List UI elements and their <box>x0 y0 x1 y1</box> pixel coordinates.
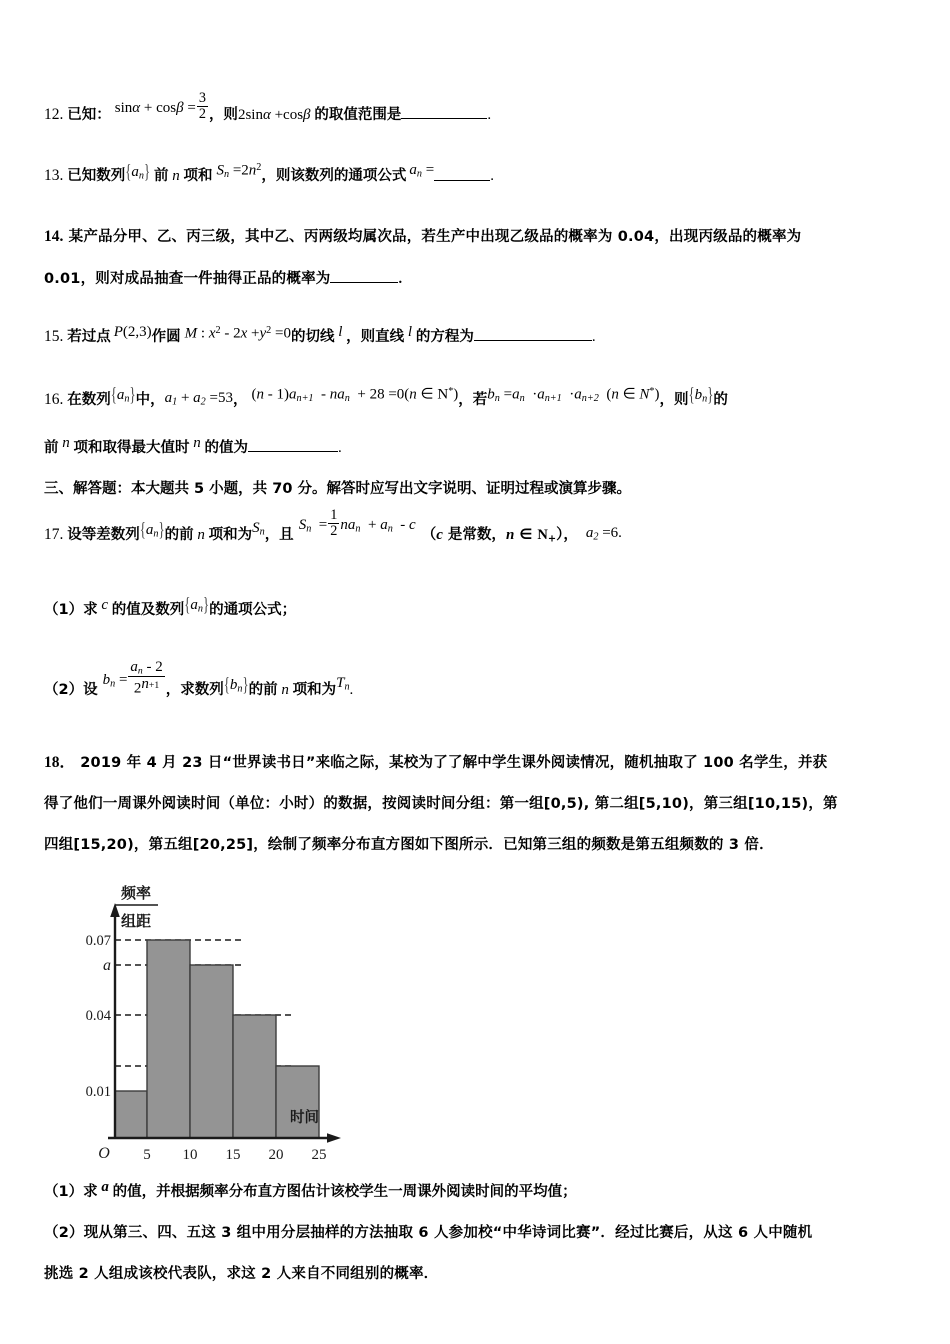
question-17-part-2-text-3: 的前 <box>248 682 278 699</box>
question-13-mid-1: 前 <box>153 168 169 185</box>
x-tick-label-10: 10 <box>182 1146 198 1163</box>
question-15-mid-3: ，则直线 <box>346 328 405 345</box>
question-17-a2: $a_2 =6$. <box>585 525 622 543</box>
question-18-part-2 <box>44 1213 916 1295</box>
question-18-line-3: 四组[15,20)，第五组[20,25]，绘制了频率分布直方图如下图所示．已知第三组的频数是第五组频数的 3 倍． <box>44 836 774 853</box>
question-18-part-2-line-1: 现从第三、四、五这 3 组中用分层抽样的方法抽取 6 人参加校“中华诗词比赛”．经过比赛后，从这 6 人中随机 <box>83 1224 813 1241</box>
question-13-mid-3: 则该数列的通项公式 <box>275 168 407 185</box>
frequency-histogram-chart <box>62 876 352 1163</box>
spacer <box>44 142 916 152</box>
question-15-line: 15. 若过点 P(2,3)作圆 M : $x^2 - 2x +y^2 =0$的切线 l ，则直线 l 的方程为 . <box>44 314 916 361</box>
question-17-part-1-set: $\{a_n\}$ <box>184 593 210 616</box>
question-17-condition: （c 是常数，n ∈ $N_+$） <box>421 527 564 545</box>
y-axis-label-numerator: 频率 <box>120 883 152 902</box>
section-heading-3: 三、解答题：本大题共 5 小题，共 70 分。解答时应写出文字说明、证明过程或演算步骤。 <box>44 481 631 498</box>
question-17-var-c: c <box>97 596 112 613</box>
question-17-part-1 <box>44 589 916 636</box>
question-13-lead: 已知数列 <box>67 168 126 185</box>
spacer <box>44 365 916 375</box>
question-17-part-2: （2）设$b_n$ = $\frac{a_n - 2}{2^{n+1}}$ ，求数列$\{b_n\}$的前 n 项和为$T_n$. <box>44 665 916 717</box>
question-16-line-2: 前 n 项和取得最大值时 n 的值为 . <box>44 435 342 457</box>
question-18-line-2: 得了他们一周课外阅读时间（单位：小时）的数据，按阅读时间分组：第一组[0,5), 第二组[5,10)，第三组[10,15)，第 <box>44 795 838 812</box>
histogram-bars <box>115 940 319 1138</box>
page-content <box>44 92 916 1299</box>
question-17-part-2-label: （2） <box>44 682 84 699</box>
bar-group-2 <box>147 940 190 1138</box>
question-16-blank[interactable] <box>248 437 338 452</box>
y-tick-label-0.07: 0.07 <box>85 932 111 949</box>
x-tick-label-15: 15 <box>225 1146 241 1163</box>
y-tick-labels <box>86 933 112 1100</box>
question-16-line-1 <box>44 375 916 427</box>
question-17-formula: $S_n$ = $\frac{1}{2}$ $na_n + a_n - c$ <box>298 507 416 540</box>
bar-group-1 <box>115 1091 147 1138</box>
question-17-part-2-text-2: ，求数列 <box>165 682 224 699</box>
spacer <box>44 722 916 742</box>
spacer <box>44 1150 916 1172</box>
question-17-part-2-text-4: 项和为 <box>292 682 337 699</box>
question-17-part-2-var-n: n <box>277 682 293 699</box>
question-17-line: 17. 设等差数列$\{a_n\}$的前 n 项和为$S_n$，且$S_n$ = $\frac{1}{2}$ $na_n + a_n - c(c$ 是常数，n ∈ $N_+$）， $a_2 =6$. <box>44 504 916 568</box>
question-15-tail: 的方程为 <box>415 328 474 345</box>
origin-label: O <box>98 1144 110 1162</box>
question-16-ze: 则 <box>674 391 689 408</box>
question-16-de: 的 <box>713 391 728 408</box>
question-18-part-1 <box>44 1172 916 1213</box>
question-15-circle-equation: M : $x^2 - 2x +y^2 =0$ <box>184 325 291 342</box>
question-16-lead: 在数列 <box>67 391 111 408</box>
bar-group-5 <box>276 1066 319 1138</box>
question-16-ruo: 若 <box>472 391 488 408</box>
question-18-part-1-text-2: 的值，并根据频率分布直方图估计该校学生一周课外阅读时间的平均值； <box>112 1183 577 1200</box>
question-15-number: 15. <box>44 327 64 345</box>
question-17-part-1-text-1: 求 <box>83 601 98 618</box>
x-tick-label-25: 25 <box>311 1146 327 1163</box>
question-17-sn: $S_n$ <box>252 520 265 538</box>
question-17-part-2-set: $\{b_n\}$ <box>223 674 249 696</box>
question-17-lead: 设等差数列 <box>67 527 140 544</box>
question-15-point: P(2,3) <box>113 324 152 341</box>
question-13-set-an: $\{a_n\}$ <box>125 160 151 183</box>
bar-group-3 <box>190 965 233 1138</box>
question-17-mid-1: 的前 <box>164 527 194 544</box>
question-12-mid: ，则 <box>208 107 238 123</box>
y-axis-label-group <box>115 884 158 930</box>
question-16-line2-tail: 的值为 <box>204 440 248 457</box>
question-17-mid-2: 项和为 <box>208 527 253 544</box>
question-12-blank[interactable] <box>401 104 487 119</box>
question-18-part-2-label: （2） <box>44 1224 84 1241</box>
bar-group-4 <box>233 1015 276 1138</box>
question-15-line-l-1: l <box>334 323 347 340</box>
question-13-line: 13. 已知数列$\{a_n\}$ 前 n 项和 $S_n =2n^2$，则该数列的通项公式 $a_n$ = . <box>44 152 916 202</box>
question-15-mid-1: 作圆 <box>151 328 181 345</box>
question-16-line2-mid: 项和取得最大值时 <box>73 440 190 457</box>
histogram-svg <box>62 876 352 1163</box>
y-axis-label-denominator: 组距 <box>120 911 152 930</box>
question-14 <box>44 216 916 300</box>
question-15-mid-2: 的切线 <box>290 328 335 345</box>
question-14-line-1: 某产品分甲、乙、丙三级，其中乙、丙两级均属次品，若生产中出现乙级品的概率为 0.04，出现丙级品的概率为 <box>68 229 802 246</box>
question-14-line-2: 0.01，则对成品抽查一件抽得正品的概率为 <box>44 271 331 288</box>
question-18-number: 18． <box>44 753 76 771</box>
question-18-part-1-label: （1） <box>44 1183 84 1200</box>
question-17-number: 17. <box>44 526 64 544</box>
x-axis-arrow <box>327 1133 341 1143</box>
question-15-line-l-2: l <box>404 323 416 340</box>
spacer <box>44 635 916 665</box>
question-12-equation-1: sinα + cosβ = $\frac{3}{2}$ <box>114 90 206 123</box>
question-16-var-n-2: n <box>189 435 205 452</box>
question-17 <box>44 504 916 717</box>
question-13 <box>44 152 916 202</box>
question-12-lead: 已知： <box>67 107 111 123</box>
question-16-equation-1: $a_1 + a_2 =53$ <box>164 389 233 408</box>
question-12-number: 12. <box>44 106 64 123</box>
question-13-number: 13. <box>44 167 64 185</box>
question-12-equation-2: 2sinα +cosβ <box>237 107 311 124</box>
question-18-line-1: 2019 年 4 月 23 日“世界读书日”来临之际，某校为了了解中学生课外阅读情况，随机抽取了 100 名学生，并获 <box>80 754 828 771</box>
question-16-line2-pre: 前 <box>44 440 59 457</box>
question-16-var-n-1: n <box>58 435 74 452</box>
question-16-number: 16. <box>44 390 64 408</box>
spacer <box>44 569 916 589</box>
question-17-part-2-text-1: 设 <box>83 682 98 699</box>
y-tick-label-a: a <box>103 956 111 974</box>
question-13-blank[interactable] <box>434 165 490 180</box>
question-15-lead: 若过点 <box>67 328 111 345</box>
question-14-blank[interactable] <box>330 269 398 283</box>
question-13-mid-2: 项和 <box>183 168 213 185</box>
question-13-equation-sn: $S_n =2n^2$ <box>216 162 262 181</box>
question-16-set-an: $\{a_n\}$ <box>110 383 136 406</box>
question-16-equation-2: $(n - 1)a_{n+1} - na_n + 28 =0(n$ ∈ N*) <box>251 385 459 404</box>
question-16-set-bn: $\{b_n\}$ <box>688 383 714 406</box>
question-12 <box>44 92 916 138</box>
question-18-part-1-text-1: 求 <box>83 1183 98 1200</box>
question-12-tail: 的取值范围是 <box>314 107 402 123</box>
x-tick-label-20: 20 <box>268 1146 284 1163</box>
question-16-comma-2: ， <box>458 391 473 408</box>
question-13-var-n: n <box>168 168 184 185</box>
question-18-part-2-line-2: 挑选 2 人组成该校代表队，求这 2 人来自不同组别的概率． <box>44 1265 439 1282</box>
question-17-tn: $T_n$ <box>336 675 350 693</box>
question-17-part-1-text-2: 的值及数列 <box>111 601 185 618</box>
question-16-comma-3: ， <box>659 391 675 408</box>
question-16-comma-1: ， <box>232 391 248 408</box>
x-tick-label-5: 5 <box>143 1146 151 1163</box>
question-16 <box>44 375 916 471</box>
question-16-mid-1: 中， <box>135 391 165 408</box>
question-14-number: 14. <box>44 228 64 246</box>
question-18-var-a: a <box>97 1178 113 1195</box>
question-17-part-1-label: （1） <box>44 601 84 618</box>
question-17-set-an: $\{a_n\}$ <box>139 519 165 542</box>
question-18 <box>44 742 916 1295</box>
question-17-part-1-text-3: 的通项公式； <box>209 601 297 618</box>
question-14-body: 14. 某产品分甲、乙、丙三级，其中乙、丙两级均属次品，若生产中出现乙级品的概率为 0.04，出现丙级品的概率为 0.01，则对成品抽查一件抽得正品的概率为 . <box>44 228 802 288</box>
question-17-part-2-formula: $b_n$ = $\frac{a_n - 2}{2^{n+1}}$ <box>102 658 163 697</box>
y-tick-label-0.04: 0.04 <box>85 1007 111 1024</box>
question-13-equation-an: $a_n$ = <box>409 161 435 180</box>
spacer <box>44 206 916 216</box>
question-17-var-n: n <box>193 527 209 544</box>
y-tick-label-0.01: 0.01 <box>85 1083 111 1100</box>
question-17-comma: ，且 <box>264 527 294 544</box>
question-18-body <box>44 742 916 866</box>
question-15 <box>44 314 916 361</box>
question-15-blank[interactable] <box>474 326 592 341</box>
x-axis-title: 时间 <box>290 1109 319 1126</box>
question-16-equation-3: $b_n =a_n \cdot a_{n+1} \cdot a_{n+2}$ (n ∈ N*) <box>487 385 660 404</box>
spacer <box>44 304 916 314</box>
question-12-line: 12. 已知： sinα + cosβ = $\frac{3}{2}$ ，则2sinα +cosβ 的取值范围是 . <box>44 92 916 138</box>
